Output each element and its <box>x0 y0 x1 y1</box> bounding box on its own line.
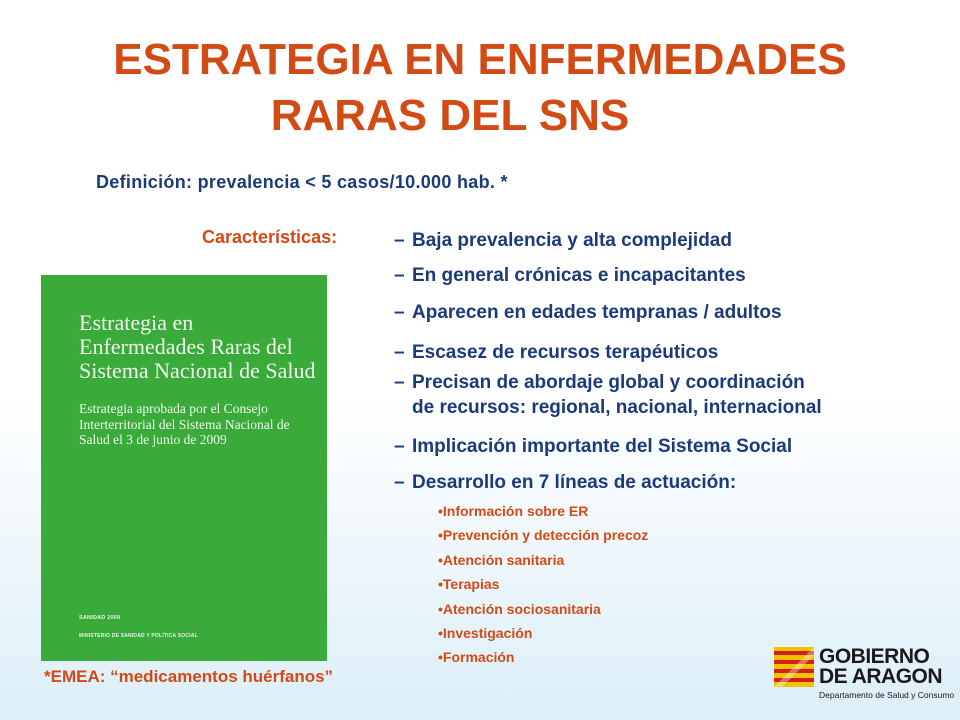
action-line-item: •Atención sociosanitaria <box>438 601 601 617</box>
bullet-dash: – <box>394 342 405 363</box>
logo-line2: DE ARAGON <box>819 665 943 688</box>
features-item-text: Desarrollo en 7 líneas de actuación: <box>412 472 737 493</box>
action-line-item: •Prevención y detección precoz <box>438 527 649 543</box>
aragon-flag-icon <box>774 647 814 687</box>
cover-footer-year: SANIDAD 2009 <box>79 615 121 621</box>
features-item-text: Baja prevalencia y alta complejidad <box>412 230 732 251</box>
slide-title <box>0 32 960 144</box>
slide-title-line1: ESTRATEGIA EN ENFERMEDADES <box>113 35 847 84</box>
logo-line1: GOBIERNO <box>819 645 930 668</box>
cover-footer-ministry: MINISTERIO DE SANIDAD Y POLÍTICA SOCIAL <box>79 633 198 639</box>
definition-text: Definición: prevalencia < 5 casos/10.000 hab. * <box>96 172 508 192</box>
action-line-item: •Atención sanitaria <box>438 552 565 568</box>
features-label: Características: <box>202 227 338 247</box>
features-item <box>394 370 822 420</box>
cover-title: Estrategia en Enfermedades Raras del Sistema Nacional de Salud <box>79 310 316 383</box>
action-line-item: •Investigación <box>438 625 533 641</box>
features-item <box>394 470 736 495</box>
report-cover-image <box>41 275 327 661</box>
footnote: *EMEA: “medicamentos huérfanos” <box>44 667 334 686</box>
features-item-text: En general crónicas e incapacitantes <box>412 265 746 286</box>
features-item-continuation: de recursos: regional, nacional, internacional <box>412 397 822 418</box>
action-line-item: •Información sobre ER <box>438 503 589 519</box>
cover-subtitle: Estrategia aprobada por el Consejo Interterritorial del Sistema Nacional de Salud el 3 de junio de 2009 <box>79 401 290 447</box>
logo-department: Departamento de Salud y Consumo <box>819 690 955 700</box>
features-item-text: Precisan de abordaje global y coordinación <box>412 372 805 393</box>
bullet-dash: – <box>394 372 405 393</box>
features-item <box>394 228 732 253</box>
bullet-dash: – <box>394 302 405 323</box>
features-item-text: Aparecen en edades tempranas / adultos <box>412 302 782 323</box>
features-item-text: Implicación importante del Sistema Social <box>412 436 793 457</box>
features-item-text: Escasez de recursos terapéuticos <box>412 342 719 363</box>
features-item <box>394 340 718 365</box>
gobierno-aragon-logo <box>774 643 955 701</box>
bullet-dash: – <box>394 472 405 493</box>
slide-title-line2: RARAS DEL SNS <box>270 91 630 140</box>
bullet-dash: – <box>394 436 405 457</box>
features-item <box>394 300 782 325</box>
features-item <box>394 434 792 459</box>
action-line-item: •Formación <box>438 649 515 665</box>
features-item <box>394 263 746 288</box>
bullet-dash: – <box>394 265 405 286</box>
bullet-dash: – <box>394 230 405 251</box>
action-line-item: •Terapias <box>438 576 500 592</box>
